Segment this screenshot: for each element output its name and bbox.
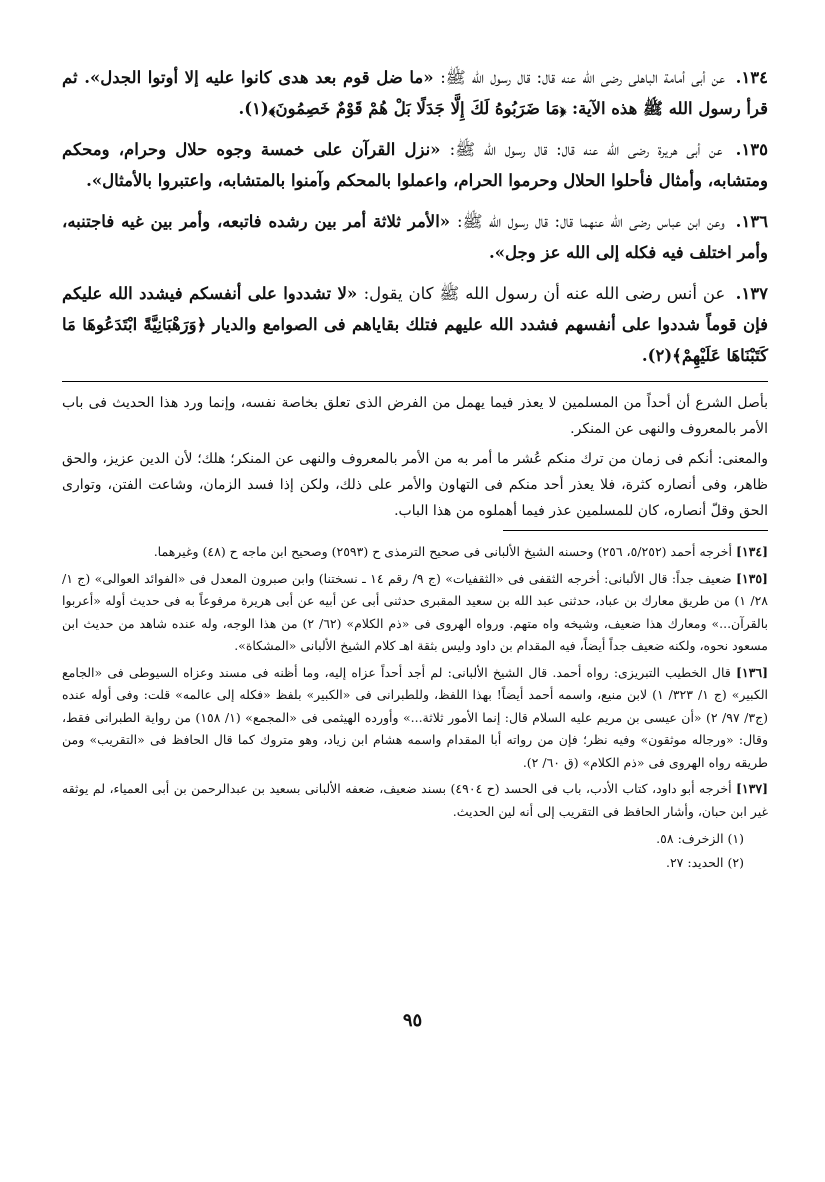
hadith-text: «الأمر ثلاثة أمر بين رشده فاتبعه، وأمر بين غيه فاجتنبه، وأمر اختلف فيه فكله إلى الله عز وجل».: [62, 212, 768, 262]
hadith-text: «نزل القرآن على خمسة وجوه حلال وحرام، ومحكم ومتشابه، وأمثال فأحلوا الحلال وحرموا الحرام، واعملوا بالمحكم وآمنوا بالمتشابه، واعتبروا بالأمثال».: [62, 140, 768, 190]
hadith-135: [62, 134, 768, 196]
footnote: (٢) الحديد: ٢٧.: [665, 855, 744, 870]
note-text: أخرجه أبو داود، كتاب الأدب، باب فى الحسد (ح ٤٩٠٤) بسند ضعيف، ضعفه الألبانى بسعيد بن عبدالرحمن بن أبى العمياء، لم يوثقه غير ابن حبان، وأشار الحافظ فى التقريب إلى أنه لين الحديث.: [62, 781, 768, 819]
hadith-text: «لا تشددوا على أنفسكم فيشدد الله عليكم فإن قوماً شددوا على أنفسهم فشدد الله عليهم فتلك بقاياهم فى الصوامع والديار ﴿وَرَهْبَانِيَّةً ابْتَدَعُوهَا مَا كَتَبْنَاهَا عَلَيْهِمْ﴾(٢).: [62, 284, 768, 365]
hadith-intro: وعن ابن عباس رضى الله عنهما قال: قال رسول الله ﷺ:: [457, 212, 725, 231]
hadith-intro: عن أبى أمامة الباهلى رضى الله عنه قال: قال رسول الله ﷺ:: [440, 68, 726, 87]
takhrij-note-137: [62, 778, 768, 823]
takhrij-note-134: [62, 541, 768, 564]
section-divider: [62, 381, 768, 382]
note-id: [١٣٧]: [735, 781, 768, 796]
takhrij-note-135: [62, 568, 768, 658]
takhrij-note-136: [62, 662, 768, 775]
hadith-134: [62, 62, 768, 124]
hadith-intro: عن أنس رضى الله عنه أن رسول الله ﷺ كان يقول:: [363, 284, 726, 303]
hadith-137: [62, 278, 768, 371]
note-text: أخرجه أحمد (٥/٢٥٢، ٢٥٦) وحسنه الشيخ الألبانى فى صحيح الترمذى ح (٢٥٩٣) وصحيح ابن ماجه ح (٤٨) وغيرهما.: [153, 544, 733, 559]
hadith-number: ١٣٥.: [735, 140, 768, 159]
footnote: (١) الزخرف: ٥٨.: [656, 831, 744, 846]
commentary-paragraph: والمعنى: أنكم فى زمان من ترك منكم عُشر ما أمر به من الأمر بالمعروف والنهى عن المنكر؛ هلك؛ لأن الدين عزيز، والحق ظاهر، وفى أنصاره كثرة، فلا يعذر أحد منكم فى التهاون والأمر على ذلك، ولكن إذا فسد الزمان، وشاعت الفتن، وتوارى الحق وقلّ أنصاره، كان للمسلمين عذر فيما أهملوه من هذا الباب.: [62, 451, 768, 519]
hadith-text: «ما ضل قوم بعد هدى كانوا عليه إلا أوتوا الجدل». ثم قرأ رسول الله ﷺ هذه الآية: ﴿مَا ضَرَبُوهُ لَكَ إِلَّا جَدَلًا بَلْ هُمْ قَوْمٌ خَصِمُونَ﴾(١).: [62, 68, 768, 118]
note-id: [١٣٥]: [735, 570, 768, 586]
note-text: قال الخطيب التبريزى: رواه أحمد. قال الشيخ الألبانى: لم أجد أحداً عزاه إليه، وما أظنه فى مسند وعزاه السيوطى فى «الجامع الكبير» (ج ١/ ٣٢٣/ ١) لابن منيع، واسمه أحمد أيضاً! بهذا اللفظ، وللطبرانى فى «الكبير» بلفظ «فكله إلى عالمه» قلت: وفى أوله عنده (ج٣/ ٩٧/ ٢) «أن عيسى بن مريم عليه السلام قال: إنما الأمور ثلاثة...» وأورده الهيثمى فى «المجمع» (١/ ١٥٨) من رواية الطبرانى فقط، وقال: «ورجاله موثقون» وفيه نظر؛ فإن من رواته أبا المقدام واسمه هشام ابن زياد، وهو متروك كما قال الحافظ فى «التقريب» ومن طريقه رواه الهروى فى «ذم الكلام» (ق ٦٠/ ٢).: [62, 664, 769, 770]
note-text: ضعيف جداً: قال الألبانى: أخرجه الثقفى فى «الثقفيات» (ج ٩/ رقم ١٤ ـ نسختنا) وابن صبرون المعدل فى «الفوائد العوالى» (ج ١/ ٢٨/ ١) من طريق معارك بن عباد، حدثنى عبد الله بن سعيد المقبرى حدثنى أبى عن أبيه عن أبى هريرة مرفوعاً به فى حديث أوله «أعربوا بالقرآن...» ومعارك هذا ضعيف، وشيخه واه متهم. ورواه الهروى فى «ذم الكلام» (٦٢/ ٢) من هذا الوجه، وله عنده شاهد من حديث ابن مسعود نحوه، ولكنه ضعيف جداً أيضاً، فيه المقدام بن داود وليس بثقة اهـ كلام الشيخ الألبانى «المشكاة».: [62, 570, 769, 653]
page-number: ٩٥: [402, 1010, 423, 1031]
hadith-intro: عن أبى هريرة رضى الله عنه قال: قال رسول الله ﷺ:: [449, 140, 723, 159]
hadith-number: ١٣٦.: [735, 212, 768, 231]
hadith-136: [62, 206, 768, 268]
book-page: [62, 62, 768, 875]
note-id: [١٣٤]: [736, 544, 768, 559]
commentary-paragraph: بأصل الشرع أن أحداً من المسلمين لا يعذر فيما يهمل من الفرض الذى تعلق بخاصة نفسه، وإنما ورد هذا الحديث فى باب الأمر بالمعروف والنهى عن المنكر.: [62, 395, 768, 437]
note-id: [١٣٦]: [736, 664, 768, 680]
notes-divider: [503, 530, 768, 531]
hadith-number: ١٣٤.: [735, 68, 768, 87]
hadith-number: ١٣٧.: [735, 284, 768, 303]
